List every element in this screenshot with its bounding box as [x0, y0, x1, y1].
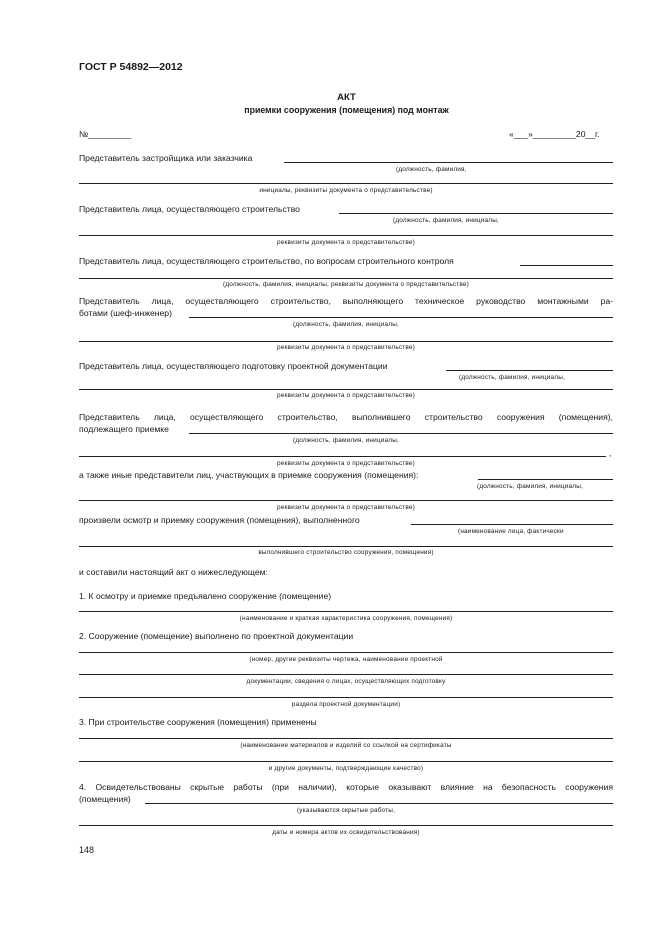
inspection-hint-2: выполнившего строительство сооружения, помещения)	[258, 549, 434, 556]
item2-line	[79, 652, 613, 653]
supervision-line-2	[79, 341, 613, 342]
compiled-statement: и составили настоящий акт о нижеследующем:	[79, 567, 268, 577]
item3-hint-2: и другие документы, подтверждающие качество)	[268, 765, 424, 772]
builder-hint: (должность, фамилия, инициалы,	[393, 217, 499, 224]
developer-line-2	[79, 183, 613, 184]
contractor-hint-2: реквизиты документа о представительстве)	[276, 460, 416, 467]
item4-label: 4. Освидетельствованы скрытые работы (при наличии), которые оказывают влияние на безопасность сооружения	[79, 782, 613, 792]
design-hint: (должность, фамилия, инициалы,	[459, 374, 565, 381]
item3-label: 3. При строительстве сооружения (помещения) применены	[79, 717, 317, 727]
builder-line	[339, 213, 613, 214]
item3-line-2	[79, 761, 613, 762]
design-line-2	[79, 389, 613, 390]
builder-line-2	[79, 235, 613, 236]
control-line-2	[79, 278, 613, 279]
item1-hint: (наименование и краткая характеристика сооружения, помещения)	[239, 615, 453, 622]
item2-hint-3: раздела проектной документации)	[291, 701, 401, 708]
others-line	[478, 479, 613, 480]
others-label: а также иные представители лиц, участвующих в приемке сооружения (помещения):	[79, 470, 419, 480]
developer-label: Представитель застройщика или заказчика	[79, 153, 253, 163]
contractor-label-2: подлежащего приемке	[79, 424, 169, 434]
act-title: АКТ	[337, 92, 356, 103]
supervision-label-2: ботами (шеф-инженер)	[79, 308, 172, 318]
item3-line	[79, 738, 613, 739]
others-line-2	[79, 500, 613, 501]
inspection-line-2	[79, 546, 613, 547]
item2-hint-2: документации, сведения о лицах, осуществляющих подготовку	[246, 678, 446, 685]
inspection-label: произвели осмотр и приемку сооружения (помещения), выполненного	[79, 515, 360, 525]
item3-hint: (наименование материалов и изделий со ссылкой на сертификаты	[240, 742, 452, 749]
developer-hint-2: инициалы, реквизиты документа о представительстве)	[259, 187, 433, 194]
supervision-hint-2: реквизиты документа о представительстве)	[276, 344, 416, 351]
control-hint: (должность, фамилия, инициалы, реквизиты документа о представительстве)	[222, 281, 469, 288]
item2-hint: (номер, другие реквизиты чертежа, наименование проектной	[249, 656, 443, 663]
act-date: «___»_________20__г.	[509, 129, 600, 139]
item2-label: 2. Сооружение (помещение) выполнено по проектной документации	[79, 631, 354, 641]
control-label: Представитель лица, осуществляющего строительство, по вопросам строительного контроля	[79, 256, 454, 266]
control-line	[520, 265, 613, 266]
standard-code: ГОСТ Р 54892—2012	[79, 61, 183, 73]
developer-hint: (должность, фамилия,	[396, 166, 467, 173]
builder-label: Представитель лица, осуществляющего строительство	[79, 204, 300, 214]
contractor-line	[189, 433, 613, 434]
item2-line-3	[79, 697, 613, 698]
others-hint-2: реквизиты документа о представительстве)	[276, 504, 416, 511]
inspection-line	[411, 524, 613, 525]
item4-line	[145, 803, 613, 804]
developer-line	[284, 162, 613, 163]
item4-label-2: (помещения)	[79, 794, 131, 804]
design-label: Представитель лица, осуществляющего подготовку проектной документации	[79, 361, 388, 371]
contractor-hint: (должность, фамилия, инициалы,	[293, 437, 399, 444]
others-hint: (должность, фамилия, инициалы,	[477, 483, 583, 490]
contractor-label: Представитель лица, осуществляющего строительство, выполнившего строительство сооружения (помещения),	[79, 412, 613, 422]
contractor-comma: ,	[609, 448, 612, 458]
supervision-hint: (должность, фамилия, инициалы,	[293, 321, 399, 328]
item4-line-2	[79, 825, 613, 826]
contractor-line-2	[79, 456, 606, 457]
item1-line	[79, 611, 613, 612]
supervision-line	[189, 317, 613, 318]
item4-hint: (указываются скрытые работы,	[296, 807, 396, 814]
item1-label: 1. К осмотру и приемке предъявлено сооружение (помещение)	[79, 591, 332, 601]
design-line	[446, 370, 613, 371]
builder-hint-2: реквизиты документа о представительстве)	[276, 239, 416, 246]
inspection-hint: (наименование лица, фактически	[458, 528, 564, 535]
act-subtitle: приемки сооружения (помещения) под монтаж	[244, 105, 449, 115]
item2-line-2	[79, 674, 613, 675]
supervision-label: Представитель лица, осуществляющего строительство, выполняющего техническое руководство монтажными ра-	[79, 296, 613, 306]
page-number: 148	[79, 845, 95, 855]
item4-hint-2: даты и номера актов их освидетельствования)	[272, 829, 420, 836]
act-number: №_________	[79, 129, 132, 139]
design-hint-2: реквизиты документа о представительстве)	[276, 392, 416, 399]
